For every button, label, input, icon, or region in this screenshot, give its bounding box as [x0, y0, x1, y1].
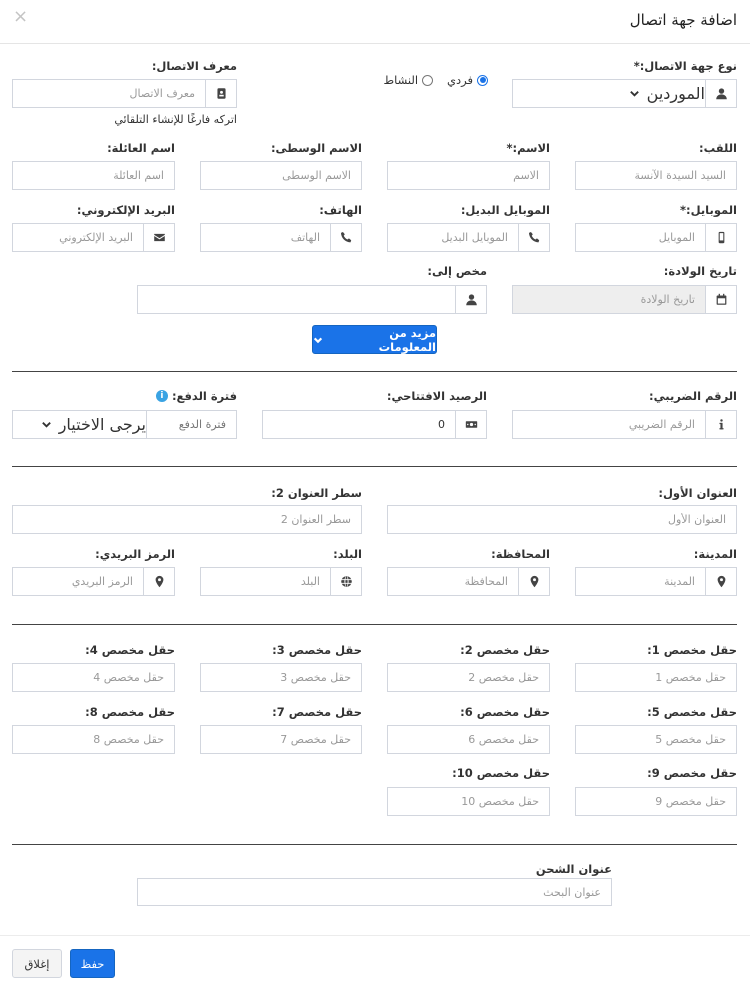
info-icon [705, 411, 736, 438]
custom-field-10-input[interactable] [388, 788, 549, 815]
mobile-field [575, 223, 737, 252]
prefix-label: اللقب: [698, 141, 737, 155]
id-badge-icon [205, 80, 236, 107]
opening-balance-field [262, 410, 487, 439]
custom-field-8 [12, 725, 175, 754]
address-line2-field [12, 505, 362, 534]
custom-field-8-label: حقل مخصص 8: [85, 705, 175, 719]
phone-icon [518, 224, 549, 251]
state-field [387, 567, 550, 596]
contact-kind-radios [383, 73, 488, 87]
contact-type-label: نوع جهة الاتصال:* [633, 59, 737, 73]
custom-field-9-input[interactable] [576, 788, 736, 815]
mobile-label: الموبايل:* [679, 203, 737, 217]
phone-icon [330, 224, 361, 251]
tax-number-label: الرقم الضريبي: [649, 389, 737, 403]
custom-field-10 [387, 787, 550, 816]
state-label: المحافظة: [491, 547, 550, 561]
pay-term-select[interactable] [13, 411, 146, 438]
contact-id-label: معرف الاتصال: [151, 59, 237, 73]
section-divider [12, 371, 737, 372]
country-label: البلد: [333, 547, 362, 561]
more-info-label: مزيد من المعلومات [378, 325, 436, 354]
state-input[interactable] [388, 568, 518, 595]
map-marker-icon [705, 568, 736, 595]
assigned-to-label: مخص إلى: [427, 264, 487, 278]
last-name-input[interactable] [13, 162, 174, 189]
custom-field-7-input[interactable] [201, 726, 361, 753]
custom-field-5 [575, 725, 737, 754]
contact-id-hint: اتركه فارغًا للإنشاء التلقائي [114, 113, 237, 126]
custom-field-1-input[interactable] [576, 664, 736, 691]
modal-header [0, 0, 750, 44]
chevron-down-icon [35, 419, 59, 430]
address-line2-label: سطر العنوان 2: [271, 486, 362, 500]
chevron-down-icon [313, 335, 323, 345]
middle-name-label: الاسم الوسطى: [270, 141, 362, 155]
custom-field-3 [200, 663, 362, 692]
envelope-icon [143, 224, 174, 251]
chevron-down-icon [623, 88, 647, 99]
city-input[interactable] [576, 568, 705, 595]
shipping-address-label: عنوان الشحن [535, 862, 612, 876]
assigned-to-field [137, 285, 487, 314]
address-line1-input[interactable] [388, 506, 736, 533]
last-name-label: اسم العائلة: [107, 141, 175, 155]
mobile-phone-icon [705, 224, 736, 251]
address-line1-label: العنوان الأول: [658, 486, 737, 500]
prefix-field [575, 161, 737, 190]
contact-id-input[interactable] [13, 80, 205, 107]
middle-name-input[interactable] [201, 162, 361, 189]
custom-field-3-input[interactable] [201, 664, 361, 691]
email-label: البريد الإلكتروني: [76, 203, 175, 217]
first-name-label: الاسم:* [506, 141, 550, 155]
city-label: المدينة: [693, 547, 737, 561]
custom-field-4-label: حقل مخصص 4: [85, 643, 175, 657]
modal-title: اضافة جهة اتصال [629, 11, 737, 29]
prefix-input[interactable] [576, 162, 736, 189]
phone-input[interactable] [201, 224, 330, 251]
dob-label: تاريخ الولادة: [663, 264, 737, 278]
pay-term-label [156, 389, 237, 403]
radio-dot-business[interactable] [422, 75, 433, 86]
address-line2-input[interactable] [13, 506, 361, 533]
shipping-address-field [137, 878, 612, 906]
email-field [12, 223, 175, 252]
user-icon [455, 286, 486, 313]
custom-field-3-label: حقل مخصص 3: [272, 643, 362, 657]
dob-input[interactable] [513, 286, 705, 313]
country-input[interactable] [201, 568, 330, 595]
custom-field-2 [387, 663, 550, 692]
contact-type-select[interactable] [512, 79, 737, 108]
zip-field [12, 567, 175, 596]
address-line1-field [387, 505, 737, 534]
section-divider [12, 844, 737, 845]
custom-field-1-label: حقل مخصص 1: [647, 643, 737, 657]
phone-field [200, 223, 362, 252]
pay-term-group [12, 410, 237, 439]
modal-footer-divider [0, 935, 750, 936]
assigned-to-input[interactable] [138, 286, 455, 313]
alt-mobile-label: الموبايل البديل: [460, 203, 550, 217]
custom-field-6 [387, 725, 550, 754]
close-button[interactable]: إغلاق [12, 949, 62, 978]
contact-type-value: الموردين [646, 84, 705, 103]
tax-number-input[interactable] [513, 411, 705, 438]
custom-field-6-label: حقل مخصص 6: [460, 705, 550, 719]
map-marker-icon [518, 568, 549, 595]
radio-business[interactable] [383, 73, 433, 87]
map-marker-icon [143, 568, 174, 595]
custom-field-8-input[interactable] [13, 726, 174, 753]
pay-term-input[interactable] [147, 411, 236, 438]
radio-business-label: النشاط [383, 73, 419, 87]
custom-field-4 [12, 663, 175, 692]
phone-label: الهاتف: [319, 203, 362, 217]
contact-id-field [12, 79, 237, 108]
custom-field-10-label: حقل مخصص 10: [452, 766, 550, 780]
pay-term-label-text: فترة الدفع: [171, 389, 237, 403]
radio-individual-label: فردي [447, 73, 473, 87]
first-name-field [387, 161, 550, 190]
info-circle-icon[interactable]: i [156, 390, 168, 402]
alt-mobile-field [387, 223, 550, 252]
custom-field-5-label: حقل مخصص 5: [647, 705, 737, 719]
custom-field-2-input[interactable] [388, 664, 549, 691]
radio-individual[interactable] [447, 73, 488, 87]
custom-field-1 [575, 663, 737, 692]
custom-field-5-input[interactable] [576, 726, 736, 753]
custom-field-4-input[interactable] [13, 664, 174, 691]
dob-field [512, 285, 737, 314]
save-button[interactable]: حفظ [70, 949, 115, 978]
more-info-button[interactable] [312, 325, 437, 354]
tax-number-field [512, 410, 737, 439]
section-divider [12, 624, 737, 625]
custom-field-2-label: حقل مخصص 2: [460, 643, 550, 657]
money-bill-icon [455, 411, 486, 438]
custom-field-9 [575, 787, 737, 816]
close-icon[interactable]: × [13, 6, 29, 27]
first-name-input[interactable] [388, 162, 549, 189]
section-divider [12, 466, 737, 467]
calendar-icon [705, 286, 736, 313]
city-field [575, 567, 737, 596]
custom-field-6-input[interactable] [388, 726, 549, 753]
globe-icon [330, 568, 361, 595]
opening-balance-input[interactable] [263, 411, 455, 438]
user-icon [705, 80, 736, 107]
pay-term-number [146, 411, 236, 438]
custom-field-7 [200, 725, 362, 754]
custom-field-9-label: حقل مخصص 9: [647, 766, 737, 780]
pay-term-select-value: يرجى الاختيار [58, 415, 146, 434]
mobile-input[interactable] [576, 224, 705, 251]
shipping-address-input[interactable] [138, 879, 611, 905]
radio-dot-individual[interactable] [477, 75, 488, 86]
zip-label: الرمز البريدي: [95, 547, 175, 561]
zip-input[interactable] [13, 568, 143, 595]
opening-balance-label: الرصيد الافتتاحي: [386, 389, 487, 403]
alt-mobile-input[interactable] [388, 224, 518, 251]
country-field [200, 567, 362, 596]
email-input[interactable] [13, 224, 143, 251]
last-name-field [12, 161, 175, 190]
middle-name-field [200, 161, 362, 190]
custom-field-7-label: حقل مخصص 7: [272, 705, 362, 719]
